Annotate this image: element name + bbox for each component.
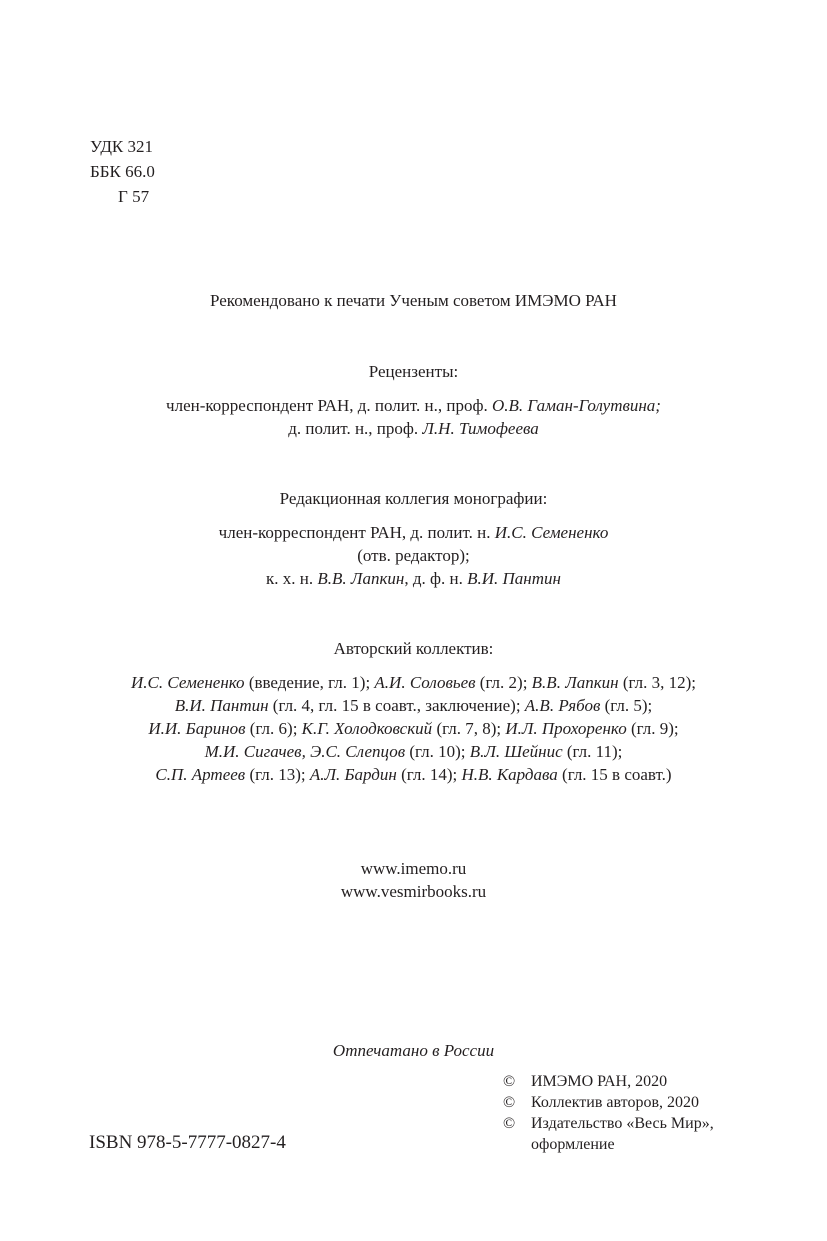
author-chapters: (гл. 10); xyxy=(405,742,470,761)
editor-name: И.С. Семененко xyxy=(494,523,609,542)
author-mark: Г 57 xyxy=(118,187,150,206)
author-chapters: (гл. 11); xyxy=(562,742,623,761)
classification-block xyxy=(90,134,155,209)
printed-in-text: Отпечатано в России xyxy=(332,1041,495,1060)
reviewer-credentials: д. полит. н., проф. xyxy=(288,419,423,438)
authors-block xyxy=(0,637,827,786)
reviewers-block xyxy=(0,360,827,440)
editor-name: В.И. Пантин xyxy=(467,569,561,588)
author-chapters: (гл. 6); xyxy=(245,719,302,738)
author-name: А.В. Рябов xyxy=(524,696,601,715)
author-name: Н.В. Кардава xyxy=(461,765,558,784)
udk-code: УДК 321 xyxy=(90,137,154,156)
author-chapters: (гл. 13); xyxy=(245,765,310,784)
authors-line xyxy=(0,671,827,694)
isbn: ISBN 978-5-7777-0827-4 xyxy=(89,1132,286,1153)
editorial-board-heading: Редакционная коллегия монографии: xyxy=(279,489,548,508)
author-name: М.И. Сигачев, Э.С. Слепцов xyxy=(204,742,406,761)
author-name: И.Л. Прохоренко xyxy=(505,719,627,738)
author-name: С.П. Артеев xyxy=(155,765,246,784)
copyright-row xyxy=(503,1071,714,1092)
editorial-board-block xyxy=(0,487,827,590)
reviewer-line xyxy=(0,394,827,417)
authors-line xyxy=(0,763,827,786)
author-chapters: (гл. 2); xyxy=(475,673,532,692)
copyright-icon: © xyxy=(503,1094,516,1111)
author-chapters: (гл. 4, гл. 15 в соавт., заключение); xyxy=(268,696,525,715)
editor-credentials: член-корреспондент РАН, д. полит. н. xyxy=(218,523,495,542)
authors-line xyxy=(0,717,827,740)
author-name: В.И. Пантин xyxy=(174,696,269,715)
website-link[interactable]: www.imemo.ru xyxy=(360,859,467,878)
author-name: В.В. Лапкин xyxy=(531,673,619,692)
website-link[interactable]: www.vesmirbooks.ru xyxy=(340,882,487,901)
author-chapters: (гл. 5); xyxy=(600,696,653,715)
copyright-row xyxy=(503,1113,714,1134)
bbk-code: ББК 66.0 xyxy=(90,162,155,181)
copyright-continuation: оформление xyxy=(531,1136,615,1153)
author-name: И.И. Баринов xyxy=(148,719,246,738)
copyright-holder: Издательство «Весь Мир», xyxy=(531,1115,714,1132)
copyright-icon: © xyxy=(503,1115,516,1132)
reviewer-line xyxy=(0,417,827,440)
copyright-icon: © xyxy=(503,1073,516,1090)
author-chapters: (гл. 15 в соавт.) xyxy=(557,765,672,784)
author-chapters: (гл. 3, 12); xyxy=(618,673,696,692)
copyright-block xyxy=(503,1071,714,1155)
copyright-holder: Коллектив авторов, 2020 xyxy=(531,1094,699,1111)
recommendation-note xyxy=(0,289,827,312)
author-name: И.С. Семененко xyxy=(131,673,245,692)
copyright-holder: ИМЭМО РАН, 2020 xyxy=(531,1073,668,1090)
author-name: В.Л. Шейнис xyxy=(469,742,563,761)
printed-in-note xyxy=(0,1039,827,1062)
author-chapters: (гл. 9); xyxy=(626,719,679,738)
reviewers-heading: Рецензенты: xyxy=(368,362,459,381)
authors-line xyxy=(0,740,827,763)
editor-credentials: , д. ф. н. xyxy=(404,569,468,588)
reviewer-name: Л.Н. Тимофеева xyxy=(422,419,539,438)
editor-credentials: к. х. н. xyxy=(266,569,318,588)
authors-line xyxy=(0,694,827,717)
editor-role: (отв. редактор); xyxy=(357,546,470,565)
author-chapters: (введение, гл. 1); xyxy=(244,673,375,692)
reviewer-credentials: член-корреспондент РАН, д. полит. н., проф. xyxy=(166,396,492,415)
recommendation-text: Рекомендовано к печати Ученым советом ИМЭМО РАН xyxy=(210,291,617,310)
editor-name: В.В. Лапкин xyxy=(317,569,405,588)
editor-line xyxy=(0,567,827,590)
editor-line xyxy=(0,521,827,544)
authors-heading: Авторский коллектив: xyxy=(333,639,494,658)
author-name: К.Г. Холодковский xyxy=(301,719,433,738)
author-name: А.И. Соловьев xyxy=(374,673,476,692)
websites-block xyxy=(0,857,827,903)
author-name: А.Л. Бардин xyxy=(309,765,397,784)
author-chapters: (гл. 14); xyxy=(396,765,462,784)
authors-list xyxy=(0,671,827,786)
reviewer-name: О.В. Гаман-Голутвина; xyxy=(492,396,661,415)
copyright-row xyxy=(503,1092,714,1113)
author-chapters: (гл. 7, 8); xyxy=(432,719,506,738)
